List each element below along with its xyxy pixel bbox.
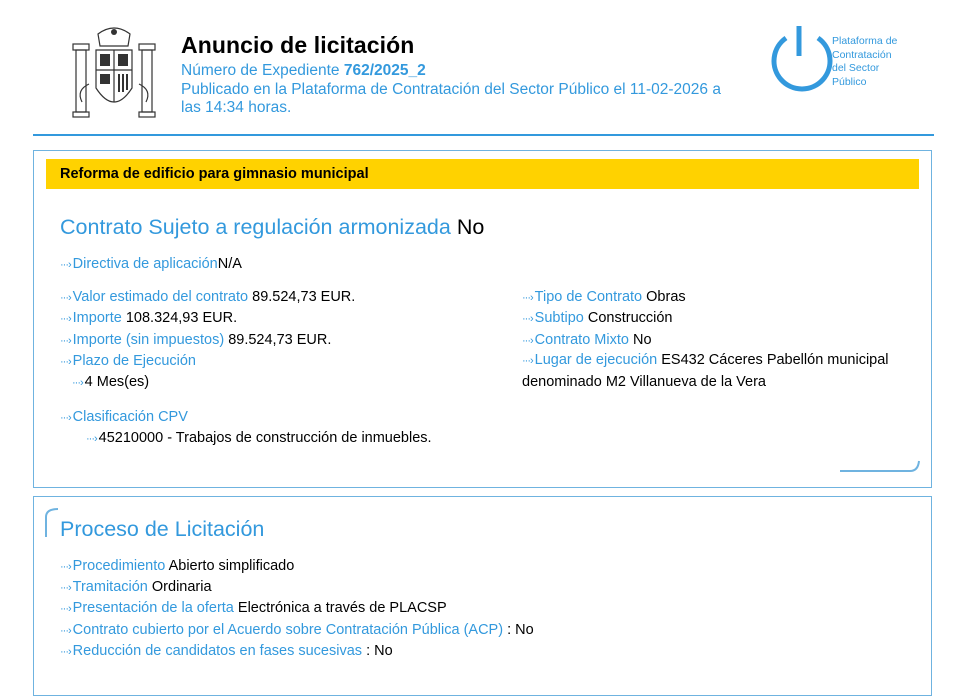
cpv-row	[60, 408, 188, 427]
reduccion-row	[60, 642, 393, 661]
plazo-value: 4 Mes(es)	[84, 374, 150, 390]
cpv-value: 45210000 - Trabajos de construcción de inmuebles.	[98, 430, 432, 446]
plazo-label: Plazo de Ejecución	[72, 353, 196, 369]
importe-row	[60, 309, 237, 328]
corner-curve-decoration	[840, 459, 920, 473]
bullet-arrow-icon: ···›	[522, 313, 533, 325]
bullet-arrow-icon: ···›	[522, 355, 533, 367]
expediente-line	[181, 62, 426, 80]
proceso-heading: Proceso de Licitación	[60, 517, 265, 541]
bullet-arrow-icon: ···›	[60, 561, 71, 573]
tramitacion-label: Tramitación	[72, 579, 148, 595]
cpv-value-row	[86, 429, 432, 448]
logo-text-line: Contratación	[832, 48, 892, 61]
lugar-value: ES432 Cáceres Pabellón municipal denominado M2 Villanueva de la Vera	[522, 352, 889, 390]
logo-text-line: Público	[832, 75, 867, 88]
presentacion-row	[60, 599, 447, 618]
logo-text-line: del Sector	[832, 62, 880, 74]
bullet-arrow-icon: ···›	[60, 625, 71, 637]
published-line-2: las 14:34 horas.	[181, 99, 292, 116]
tramitacion-row	[60, 578, 212, 597]
tipo-label: Tipo de Contrato	[534, 289, 643, 305]
acp-label: Contrato cubierto por el Acuerdo sobre Contratación Pública (ACP)	[72, 622, 504, 638]
expediente-value: 762/2025_2	[343, 62, 426, 79]
procedimiento-label: Procedimiento	[72, 558, 166, 574]
valor-value: 89.524,73 EUR.	[252, 289, 356, 305]
contract-title: Reforma de edificio para gimnasio municipal	[60, 166, 369, 182]
directiva-row	[60, 255, 242, 274]
armonizada-heading	[60, 215, 484, 240]
bullet-arrow-icon: ···›	[86, 433, 97, 445]
header-divider	[33, 134, 934, 136]
cpv-label: Clasificación CPV	[72, 409, 188, 425]
importe-value: 108.324,93 EUR.	[125, 310, 238, 326]
power-icon	[766, 24, 836, 94]
bullet-arrow-icon: ···›	[60, 582, 71, 594]
mixto-label: Contrato Mixto	[534, 332, 629, 348]
proceso-section	[33, 496, 932, 696]
bullet-arrow-icon: ···›	[60, 646, 71, 658]
page-title: Anuncio de licitación	[181, 32, 415, 58]
page-header	[0, 0, 967, 138]
bullet-arrow-icon: ···›	[72, 377, 83, 389]
mixto-row	[522, 331, 652, 350]
bullet-arrow-icon: ···›	[60, 335, 71, 347]
bullet-arrow-icon: ···›	[60, 356, 71, 368]
bullet-arrow-icon: ···›	[522, 335, 533, 347]
subtipo-value: Construcción	[587, 310, 673, 326]
armonizada-value: No	[456, 215, 485, 239]
spain-coat-of-arms-icon	[68, 24, 160, 120]
published-line-1: Publicado en la Plataforma de Contratación del Sector Público el 11-02-2026 a	[181, 81, 721, 98]
subtipo-label: Subtipo	[534, 310, 584, 326]
procedimiento-value: Abierto simplificado	[168, 558, 295, 574]
procedimiento-row	[60, 557, 294, 576]
mixto-value: No	[632, 332, 652, 348]
bullet-arrow-icon: ···›	[60, 313, 71, 325]
plazo-value-row	[72, 373, 149, 392]
subtipo-row	[522, 309, 673, 328]
presentacion-label: Presentación de la oferta	[72, 600, 234, 616]
directiva-value: N/A	[217, 256, 242, 272]
armonizada-label: Contrato Sujeto a regulación armonizada	[60, 215, 451, 239]
importe-sin-value: 89.524,73 EUR.	[228, 332, 332, 348]
platform-logo-text	[832, 35, 922, 89]
presentacion-value: Electrónica a través de PLACSP	[237, 600, 447, 616]
tipo-value: Obras	[646, 289, 686, 305]
importe-sin-row	[60, 331, 331, 350]
bullet-arrow-icon: ···›	[60, 603, 71, 615]
tramitacion-value: Ordinaria	[151, 579, 212, 595]
lugar-row	[522, 350, 902, 393]
plazo-row	[60, 352, 196, 371]
logo-text-line: Plataforma de	[832, 35, 898, 47]
acp-value: : No	[507, 622, 534, 638]
lugar-label: Lugar de ejecución	[534, 352, 658, 368]
bullet-arrow-icon: ···›	[60, 412, 71, 424]
tipo-row	[522, 288, 686, 307]
expediente-label: Número de Expediente	[181, 62, 340, 79]
contract-title-banner	[46, 159, 919, 189]
importe-label: Importe	[72, 310, 122, 326]
bullet-arrow-icon: ···›	[60, 259, 71, 271]
bullet-arrow-icon: ···›	[522, 292, 533, 304]
bullet-arrow-icon: ···›	[60, 292, 71, 304]
importe-sin-label: Importe (sin impuestos)	[72, 332, 225, 348]
valor-label: Valor estimado del contrato	[72, 289, 249, 305]
reduccion-label: Reducción de candidatos en fases sucesivas	[72, 643, 363, 659]
reduccion-value: : No	[366, 643, 393, 659]
valor-row	[60, 288, 355, 307]
acp-row	[60, 621, 534, 640]
contract-section	[33, 150, 932, 488]
directiva-label: Directiva de aplicación	[72, 256, 218, 272]
